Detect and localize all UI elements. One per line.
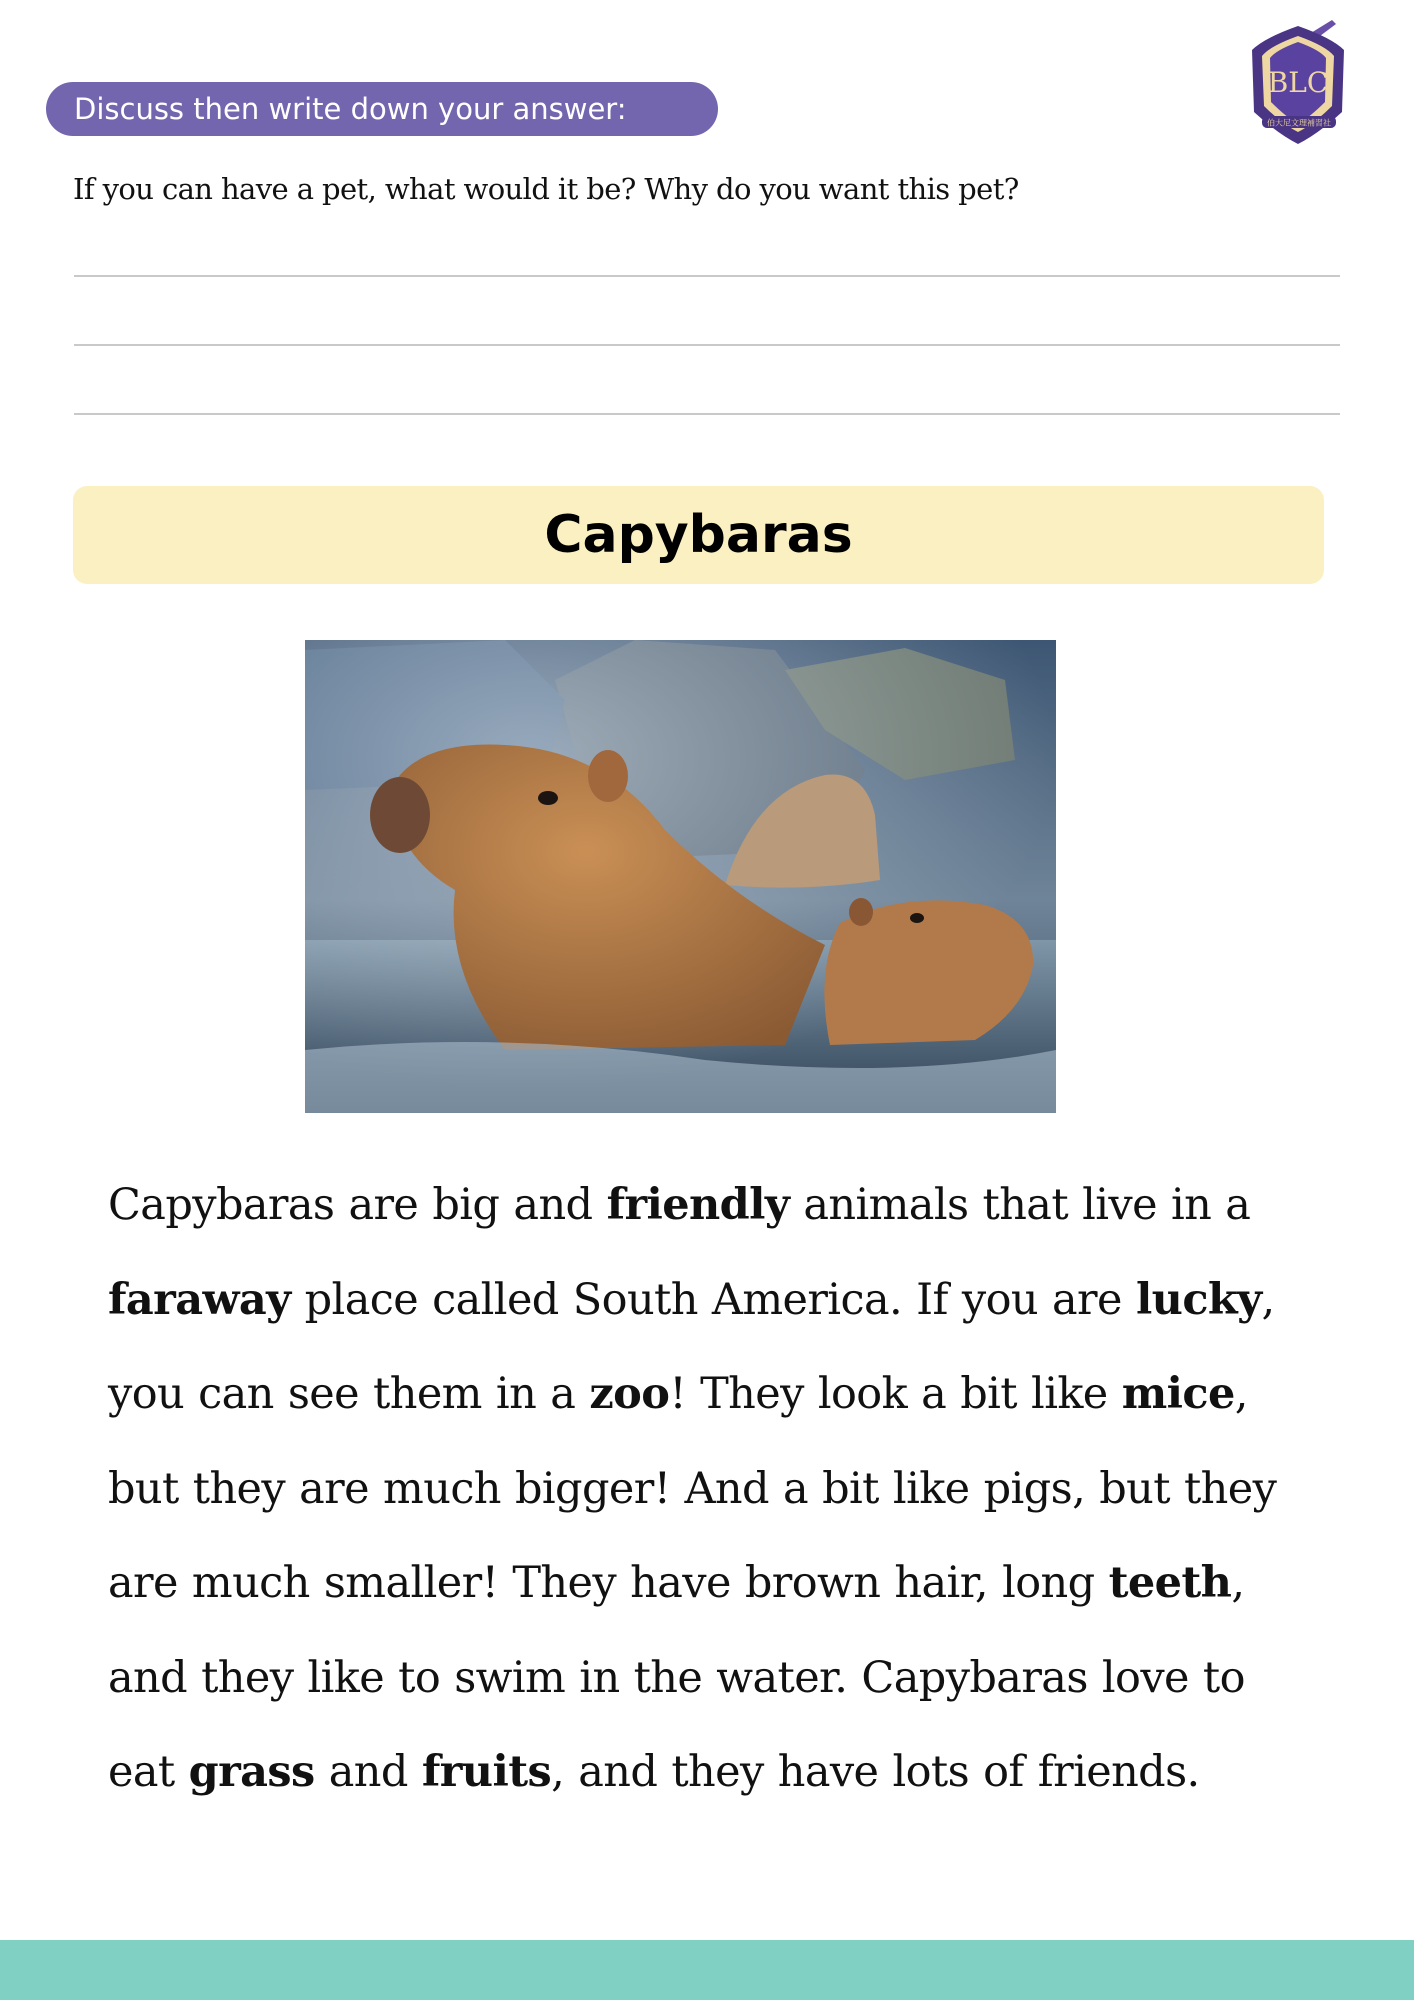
logo-subtitle: 伯大尼文理補習社 [1267,118,1331,128]
answer-line-2[interactable] [74,344,1340,346]
passage-line [108,1158,1328,1253]
vocab-word: fruits [421,1747,552,1797]
passage-text: and [314,1747,422,1797]
passage-text: , [1231,1558,1245,1608]
passage-text: animals that live in a [789,1180,1251,1230]
passage-line [108,1725,1328,1820]
passage-line [108,1631,1328,1726]
passage-line [108,1253,1328,1348]
footer-bar [0,1940,1414,2000]
passage-text: you can see them in a [108,1369,590,1419]
passage-line [108,1442,1328,1537]
instruction-label: Discuss then write down your answer: [46,82,718,136]
passage-line [108,1347,1328,1442]
reading-title: Capybaras [73,486,1324,584]
passage-text: place called South America. If you are [290,1274,1136,1325]
passage-line [108,1536,1328,1631]
passage-text: and they like to swim in the water. Capybaras love to [108,1652,1245,1703]
vocab-word: mice [1121,1369,1235,1419]
vocab-word: grass [188,1747,315,1797]
logo-text: BLC [1267,66,1329,99]
passage-text: are much smaller! They have brown hair, long [108,1558,1109,1608]
passage-text: , [1234,1369,1248,1419]
reading-passage [108,1158,1328,1820]
vocab-word: teeth [1108,1558,1232,1608]
question-text: If you can have a pet, what would it be? Why do you want this pet? [73,172,1019,206]
passage-text: eat [108,1747,189,1797]
blc-logo [1248,16,1350,150]
passage-text: , and they have lots of friends. [551,1747,1200,1797]
answer-line-3[interactable] [74,413,1340,415]
vocab-word: lucky [1135,1274,1262,1325]
answer-line-1[interactable] [74,275,1340,277]
passage-text: Capybaras are big and [108,1180,607,1230]
vocab-word: zoo [589,1369,670,1419]
capybara-photo [305,640,1056,1113]
passage-text: ! They look a bit like [669,1369,1122,1419]
passage-text: but they are much bigger! And a bit like pigs, but they [108,1463,1277,1514]
vocab-word: friendly [606,1180,790,1230]
passage-text: , [1261,1274,1275,1325]
vocab-word: faraway [108,1274,291,1325]
